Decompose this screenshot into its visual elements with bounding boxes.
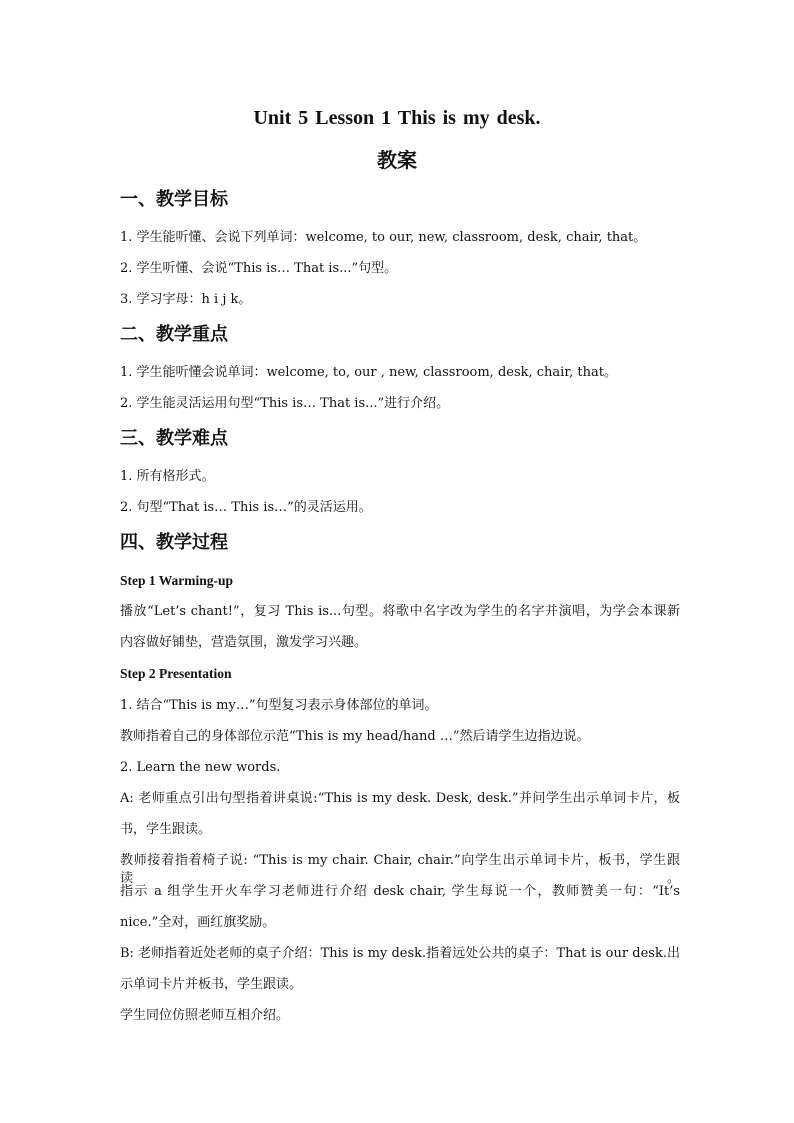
step-2-line-3: 2. Learn the new words. xyxy=(120,760,281,775)
document-title: Unit 5 Lesson 1 This is my desk. xyxy=(253,107,541,129)
section-heading-key-points: 二、教学重点 xyxy=(120,324,228,345)
objective-item-1: 1. 学生能听懂、会说下列单词：welcome, to our, new, classroom, desk, chair, that。 xyxy=(120,230,647,245)
step-2-line-4: A: 老师重点引出句型指着讲桌说:“This is my desk. Desk, desk.”并问学生出示单词卡片，板 xyxy=(120,791,680,806)
section-heading-objectives: 一、教学目标 xyxy=(120,189,228,210)
step-2-line-2: 教师指着自己的身体部位示范“This is my head/hand …”然后请学生边指边说。 xyxy=(120,729,590,744)
step-2-line-10: 示单词卡片并板书，学生跟读。 xyxy=(120,977,303,992)
step-2-line-8: nice.”全对，画红旗奖励。 xyxy=(120,915,276,930)
step-2-line-9: B: 老师指着近处老师的桌子介绍：This is my desk.指着远处公共的桌子：That is our desk.出 xyxy=(120,946,680,961)
step-2-line-5: 书，学生跟读。 xyxy=(120,822,212,837)
document-subtitle: 教案 xyxy=(377,148,417,172)
objective-item-2: 2. 学生听懂、会说“This is… That is...”句型。 xyxy=(120,261,398,276)
step-2-title: Step 2 Presentation xyxy=(120,666,232,681)
difficulty-item-1: 1. 所有格形式。 xyxy=(120,469,215,484)
step-2-line-6: 教师接着指着椅子说: “This is my chair. Chair, chair.”向学生出示单词卡片，板书，学生跟读。 xyxy=(120,853,680,886)
key-point-item-1: 1. 学生能听懂会说单词：welcome, to, our , new, classroom, desk, chair, that。 xyxy=(120,365,617,380)
step-1-line-1: 播放“Let’s chant!”，复习 This is...句型。将歌中名字改为学生的名字并演唱，为学会本课新 xyxy=(120,604,680,619)
step-1-title: Step 1 Warming-up xyxy=(120,573,234,588)
difficulty-item-2: 2. 句型“That is… This is…”的灵活运用。 xyxy=(120,500,372,515)
step-2-line-11: 学生同位仿照老师互相介绍。 xyxy=(120,1008,290,1023)
section-heading-difficulties: 三、教学难点 xyxy=(120,428,228,449)
step-2-line-7: 指示 a 组学生开火车学习老师进行介绍 desk chair, 学生每说一个，教师赞美一句：“It’s xyxy=(120,884,680,899)
step-2-line-1: 1. 结合“This is my…”句型复习表示身体部位的单词。 xyxy=(120,698,438,713)
section-heading-process: 四、教学过程 xyxy=(120,532,228,553)
step-1-line-2: 内容做好铺垫，营造氛围，激发学习兴趣。 xyxy=(120,635,368,650)
key-point-item-2: 2. 学生能灵活运用句型“This is… That is...”进行介绍。 xyxy=(120,396,450,411)
objective-item-3: 3. 学习字母：h i j k。 xyxy=(120,292,252,307)
